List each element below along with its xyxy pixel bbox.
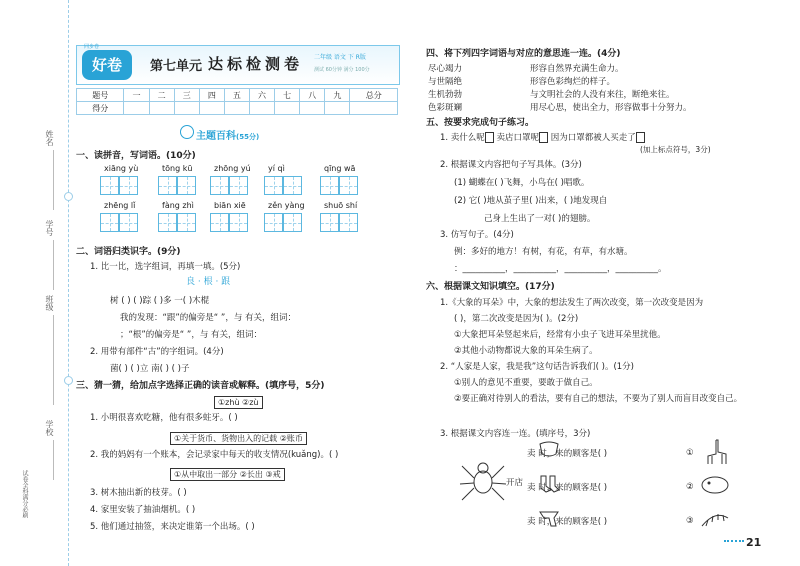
logo-sub: 同步卷 <box>84 44 100 50</box>
option-3: ③ <box>686 516 694 526</box>
writing-box[interactable] <box>100 213 119 232</box>
s3-q2[interactable]: 2. 我的妈妈有一个账本，会记录家中每天的收支情况(kuǎng)。( ) <box>90 450 339 460</box>
score-header-row <box>77 89 398 102</box>
s2-l1[interactable]: 树 ( ) ( )踪 ( )多 一( )木棍 <box>110 296 210 306</box>
class-label: 班级 <box>45 295 54 311</box>
s6-r3[interactable]: 卖 时，来的顾客是( ) <box>527 517 608 527</box>
shop-label: 开店 <box>506 478 524 488</box>
score-header-cell: 五 <box>224 89 249 102</box>
mask-icon <box>538 440 560 458</box>
pinyin-label: zěn yàng <box>268 201 305 210</box>
centipede-icon <box>700 508 730 530</box>
binding-hole <box>64 376 73 385</box>
option-1: ① <box>686 448 694 458</box>
option-box: ①zhù ②zù <box>214 396 263 409</box>
giraffe-icon <box>702 438 730 466</box>
section-badge: 主题百科(55分) <box>196 131 260 142</box>
score-header-cell: 三 <box>174 89 199 102</box>
s6-q1b[interactable]: ( )，第二次改变是因为( )。(2分) <box>454 314 579 324</box>
margin-tip: 试卷全科满分必刷 <box>21 470 28 518</box>
writing-box[interactable] <box>320 213 339 232</box>
pinyin-label: zhēng lǐ <box>104 201 136 210</box>
s6-r2[interactable]: 卖 时，来的顾客是( ) <box>527 483 608 493</box>
score-header-cell: 四 <box>199 89 224 102</box>
s3-q1[interactable]: 1. 小明很喜欢吃糖，他有很多蛀牙。( ) <box>90 413 238 423</box>
binding-hole <box>64 192 73 201</box>
match-word[interactable]: 与世隔绝 <box>428 77 463 87</box>
writing-box[interactable] <box>283 213 302 232</box>
writing-box[interactable] <box>264 213 283 232</box>
score-cell[interactable] <box>249 102 274 115</box>
s6-r1[interactable]: 卖 时，来的顾客是( ) <box>527 449 608 459</box>
match-word[interactable]: 色彩斑斓 <box>428 103 463 113</box>
writing-box[interactable] <box>229 176 248 195</box>
lightbulb-icon <box>180 125 194 139</box>
s6-q1: 1.《大象的耳朵》中，大象的想法发生了两次改变，第一次改变是因为 <box>440 298 704 308</box>
score-header-cell: 六 <box>249 89 274 102</box>
brand-logo: 好卷 <box>82 50 132 80</box>
socks-icon <box>538 474 560 494</box>
writing-box[interactable] <box>177 176 196 195</box>
class-line <box>53 315 54 405</box>
grade-info: 二年级 语文 下 R版 <box>314 54 366 61</box>
s2-q1: 1. 比一比，选字组词，再填一填。(5分) <box>90 262 241 272</box>
writing-box[interactable] <box>177 213 196 232</box>
s2-l3[interactable]: ；“根”的偏旁是“ ”，与 有关，组词： <box>120 330 263 340</box>
writing-box[interactable] <box>264 176 283 195</box>
school-line <box>53 440 54 480</box>
section-4-title: 四、将下列四字词语与对应的意思连一连。(4分) <box>426 49 621 59</box>
score-cell[interactable] <box>149 102 174 115</box>
pinyin-label: fàng zhì <box>162 201 194 210</box>
page-number: 21 <box>746 536 762 549</box>
score-header-cell: 七 <box>275 89 300 102</box>
name-line <box>53 150 54 210</box>
s5-l1[interactable]: (1) 蝴蝶在( )飞舞，小鸟在( )唱歌。 <box>454 178 590 188</box>
pinyin-label: yí qì <box>268 164 285 173</box>
section-6-title: 六、根据课文知识填空。(17分) <box>426 282 555 292</box>
s5-q1-note: (加上标点符号，3分) <box>640 145 711 154</box>
s2-q2: 2. 用带有部件“古”的字组词。(4分) <box>90 347 224 357</box>
writing-box[interactable] <box>339 176 358 195</box>
pinyin-label: shuō shí <box>324 201 358 210</box>
writing-box[interactable] <box>119 213 138 232</box>
writing-box[interactable] <box>283 176 302 195</box>
school-label: 学校 <box>45 420 54 436</box>
spider-icon <box>458 452 508 512</box>
match-meaning[interactable]: 与文明社会的人没有来往，断绝来往。 <box>530 90 675 100</box>
score-cell[interactable] <box>199 102 224 115</box>
s5-l4: 例：多好的地方！有树，有花，有草，有水塘。 <box>454 247 633 257</box>
writing-box[interactable] <box>210 176 229 195</box>
unit-title: 第七单元 <box>150 59 203 74</box>
id-label: 学号 <box>45 220 54 236</box>
score-cell[interactable] <box>275 102 300 115</box>
s5-q1[interactable]: 1. 卖什么呢 卖店口罩呢 因为口罩都被人买走了 <box>440 131 645 143</box>
writing-box[interactable] <box>158 176 177 195</box>
section-5-title: 五、按要求完成句子练习。 <box>426 118 535 128</box>
section-2-title: 二、词语归类识字。(9分) <box>76 247 181 257</box>
score-cell[interactable] <box>224 102 249 115</box>
score-header-cell: 八 <box>300 89 325 102</box>
s3-q5[interactable]: 5. 他们通过抽签，来决定谁第一个出场。( ) <box>90 522 255 532</box>
pinyin-label: xiāng yù <box>104 164 139 173</box>
s3-q3[interactable]: 3. 树木抽出新的枝芽。( ) <box>90 488 187 498</box>
writing-box[interactable] <box>158 213 177 232</box>
s6-o4: ②要正确对待别人的看法，要有自己的想法，不要为了别人而盲目改变自己。 <box>454 394 743 404</box>
s5-l2[interactable]: (2) 它( )地从茧子里( )出来，( )地发现自 <box>454 196 608 206</box>
section-3-title: 三、猜一猜，给加点字选择正确的读音或解释。(填序号，5分) <box>76 381 325 391</box>
section-1-title: 一、读拼音，写词语。(10分) <box>76 151 196 161</box>
writing-box[interactable] <box>119 176 138 195</box>
s6-o1: ①大象把耳朵竖起来后，经常有小虫子飞进耳朵里扰他。 <box>454 330 666 340</box>
s5-q3: 3. 仿写句子。(4分) <box>440 230 514 240</box>
writing-box[interactable] <box>210 213 229 232</box>
s6-o2: ②其他小动物都说大象的耳朵生病了。 <box>454 346 598 356</box>
s2-chars: 良 · 根 · 跟 <box>186 277 231 287</box>
punct-box[interactable] <box>485 132 494 143</box>
match-word[interactable]: 尽心竭力 <box>428 64 463 74</box>
page-title: 达标检测卷 <box>208 55 304 73</box>
writing-box[interactable] <box>320 176 339 195</box>
s5-l3[interactable]: 己身上生出了一对( )的翅膀。 <box>484 214 596 224</box>
score-header-cell: 九 <box>325 89 350 102</box>
name-label: 姓名 <box>45 130 54 146</box>
option-box: ①从中取出一部分 ②长出 ③戒 <box>170 468 285 481</box>
score-cell[interactable] <box>300 102 325 115</box>
s2-l2[interactable]: 我的发现：“跟”的偏旁是“ ”，与 有关，组词： <box>120 313 297 323</box>
writing-box[interactable] <box>100 176 119 195</box>
pinyin-label: biān xiē <box>214 201 246 210</box>
s6-q3: 3. 根据课文内容连一连。(填序号，3分) <box>440 429 591 439</box>
score-label: 得分 <box>77 102 124 115</box>
s2-l4[interactable]: 菌( ) ( )立 南( ) ( )子 <box>110 364 190 374</box>
s3-q4[interactable]: 4. 家里安装了抽油烟机。( ) <box>90 505 196 515</box>
writing-box[interactable] <box>229 213 248 232</box>
binding-line <box>68 0 69 566</box>
pinyin-label: zhōng yú <box>214 164 251 173</box>
option-box: ①关于货币、货物出入的记载 ②账币 <box>170 432 307 445</box>
score-cell[interactable] <box>350 102 398 115</box>
hippo-icon <box>700 474 730 496</box>
match-word[interactable]: 生机勃勃 <box>428 90 463 100</box>
pinyin-label: qīng wā <box>324 164 356 173</box>
match-meaning[interactable]: 形容色彩绚烂的样子。 <box>530 77 616 87</box>
match-meaning[interactable]: 用尽心思，使出全力，形容做事十分努力。 <box>530 103 692 113</box>
s6-q2[interactable]: 2. “人家是人家，我是我”这句话告诉我们( )。(1分) <box>440 362 634 372</box>
score-cell[interactable] <box>325 102 350 115</box>
id-line <box>53 240 54 290</box>
s5-l5[interactable]: ：__________，__________，__________，__________。 <box>454 264 667 274</box>
score-header-cell: 题号 <box>77 89 124 102</box>
time-info: 测试 60分钟 满分 100分 <box>314 67 370 73</box>
s5-q2: 2. 根据课文内容把句子写具体。(3分) <box>440 160 582 170</box>
punct-box[interactable] <box>539 132 548 143</box>
score-header-cell: 一 <box>124 89 149 102</box>
pinyin-label: tōng kū <box>162 164 193 173</box>
writing-box[interactable] <box>339 213 358 232</box>
score-cell[interactable] <box>174 102 199 115</box>
score-header-cell: 总分 <box>350 89 398 102</box>
page-dots <box>724 540 744 546</box>
score-row <box>77 102 398 115</box>
score-cell[interactable] <box>124 102 149 115</box>
scarf-icon <box>538 508 560 528</box>
punct-box[interactable] <box>636 132 645 143</box>
score-table <box>76 88 398 115</box>
score-header-cell: 二 <box>149 89 174 102</box>
option-2: ② <box>686 482 694 492</box>
s6-o3: ①别人的意见不重要，要敢于做自己。 <box>454 378 598 388</box>
match-meaning[interactable]: 形容自然界充满生命力。 <box>530 64 624 74</box>
